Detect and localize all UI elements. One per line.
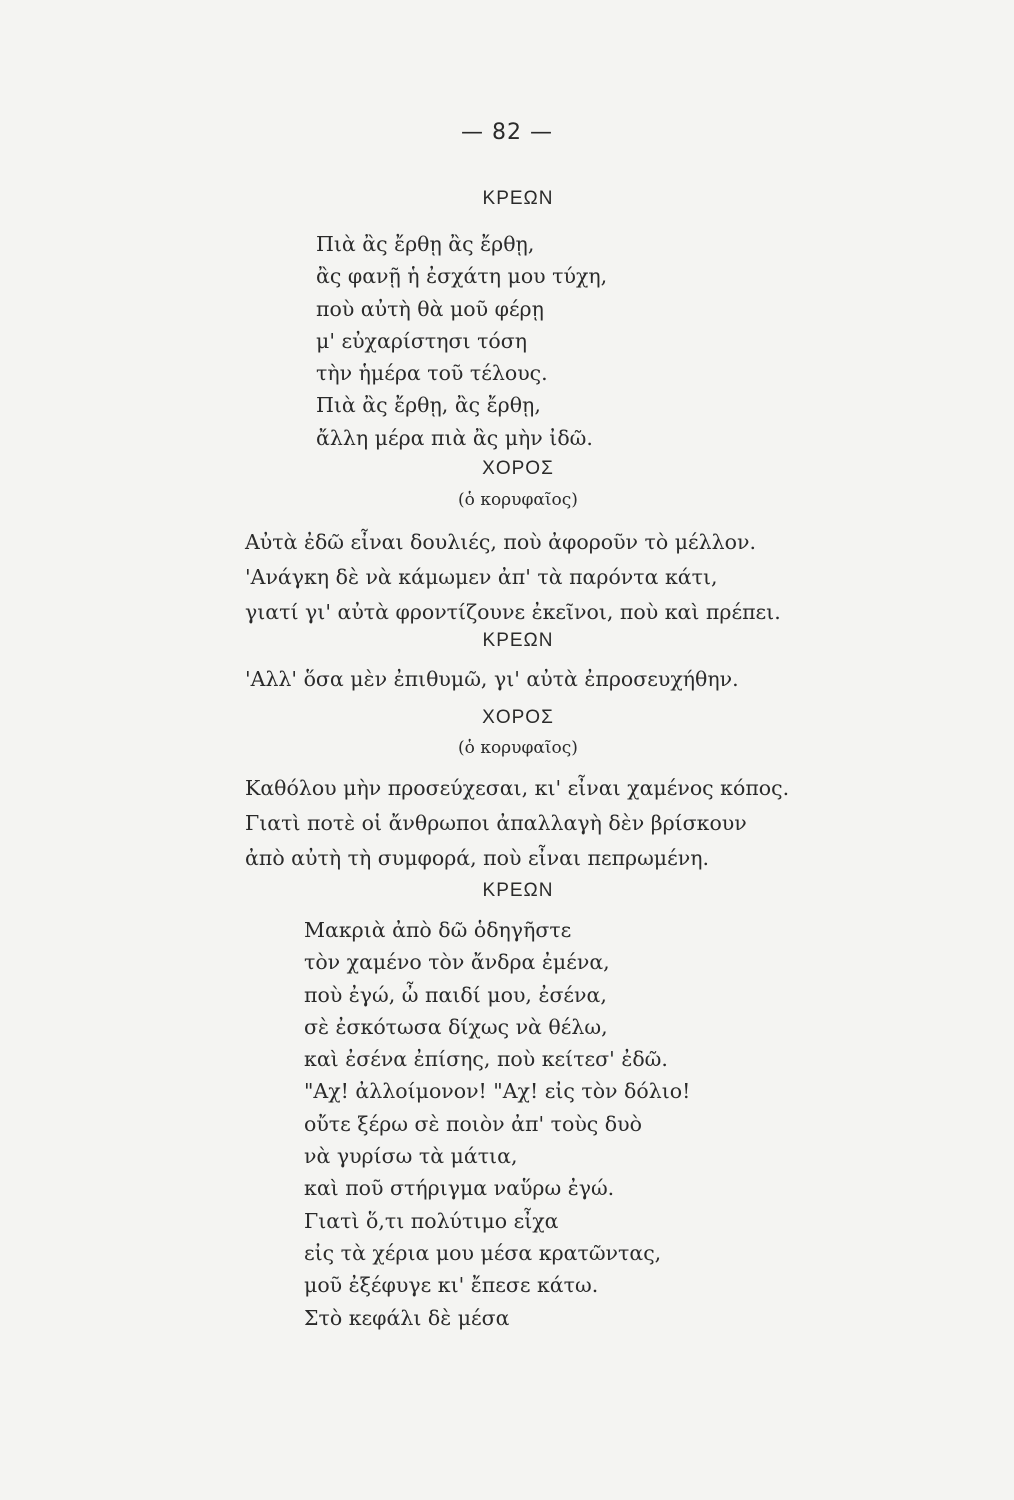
prose-block xyxy=(245,771,789,876)
speaker-heading: ΧΟΡΟΣ xyxy=(482,458,554,479)
verse-line: καὶ ἐσένα ἐπίσης, ποὺ κείτεσ' ἐδῶ. xyxy=(304,1047,668,1072)
prose-line: 'Ανάγκη δὲ νὰ κάμωμεν ἀπ' τὰ παρόντα κάτι, xyxy=(245,565,718,589)
speaker-heading: ΧΟΡΟΣ xyxy=(482,707,554,728)
verse-line: ποὺ ἐγώ, ὦ παιδί μου, ἐσένα, xyxy=(304,982,607,1007)
verse-line: εἰς τὰ χέρια μου μέσα κρατῶντας, xyxy=(304,1240,662,1265)
verse-line: Μακριὰ ἀπὸ δῶ ὁδηγῆστε xyxy=(304,918,572,942)
speaker-heading: ΚΡΕΩΝ xyxy=(482,188,554,209)
speaker-heading: ΚΡΕΩΝ xyxy=(482,630,554,651)
verse-line: Πιὰ ἂς ἔρθῃ, ἂς ἔρθῃ, xyxy=(316,393,541,418)
verse-line: τὸν χαμένο τὸν ἄνδρα ἐμένα, xyxy=(304,950,610,975)
verse-line: νὰ γυρίσω τὰ μάτια, xyxy=(304,1144,518,1169)
verse-line: ἂς φανῇ ἡ ἐσχάτη μου τύχη, xyxy=(316,264,608,289)
prose-block xyxy=(245,525,781,630)
prose-line: Γιατὶ ποτὲ οἱ ἄνθρωποι ἀπαλλαγὴ δὲν βρίσκουν xyxy=(245,811,747,835)
page-number: — 82 — xyxy=(461,120,553,145)
prose-line: Καθόλου μὴν προσεύχεσαι, κι' εἶναι χαμένος κόπος. xyxy=(245,776,790,800)
speaker-heading: ΚΡΕΩΝ xyxy=(482,880,554,901)
verse-block xyxy=(304,914,690,1334)
verse-line: Στὸ κεφάλι δὲ μέσα xyxy=(304,1305,510,1330)
verse-line: ἄλλη μέρα πιὰ ἂς μὴν ἰδῶ. xyxy=(316,425,593,450)
stage-direction: (ὁ κορυφαῖος) xyxy=(458,490,578,510)
verse-block xyxy=(316,228,607,454)
verse-line: οὔτε ξέρω σὲ ποιὸν ἀπ' τοὺς δυὸ xyxy=(304,1111,642,1136)
prose-line: 'Αλλ' ὅσα μὲν ἐπιθυμῶ, γι' αὐτὰ ἐπροσευχήθην. xyxy=(245,667,739,691)
verse-line: καὶ ποῦ στήριγμα ναὕρω ἐγώ. xyxy=(304,1176,615,1201)
verse-line: Γιατὶ ὅ,τι πολύτιμο εἶχα xyxy=(304,1208,559,1233)
prose-line: γιατί γι' αὐτὰ φροντίζουνε ἐκεῖνοι, ποὺ καὶ πρέπει. xyxy=(245,600,781,624)
verse-line: μ' εὐχαρίστησι τόση xyxy=(316,328,528,353)
verse-line: μοῦ ἐξέφυγε κι' ἔπεσε κάτω. xyxy=(304,1273,599,1298)
prose-line: ἀπὸ αὐτὴ τὴ συμφορά, ποὺ εἶναι πεπρωμένη. xyxy=(245,846,710,870)
prose-line: Αὐτὰ ἐδῶ εἶναι δουλιές, ποὺ ἀφοροῦν τὸ μέλλον. xyxy=(245,530,756,554)
stage-direction: (ὁ κορυφαῖος) xyxy=(458,738,578,758)
verse-line: τὴν ἡμέρα τοῦ τέλους. xyxy=(316,361,548,386)
verse-line: "Αχ! ἀλλοίμονον! "Αχ! εἰς τὸν δόλιο! xyxy=(304,1079,691,1104)
verse-line: ποὺ αὐτὴ θὰ μοῦ φέρῃ xyxy=(316,296,544,321)
verse-line: σὲ ἐσκότωσα δίχως νὰ θέλω, xyxy=(304,1014,608,1039)
prose-block xyxy=(245,662,739,697)
verse-line: Πιὰ ἂς ἔρθῃ ἂς ἔρθῃ, xyxy=(316,232,535,256)
